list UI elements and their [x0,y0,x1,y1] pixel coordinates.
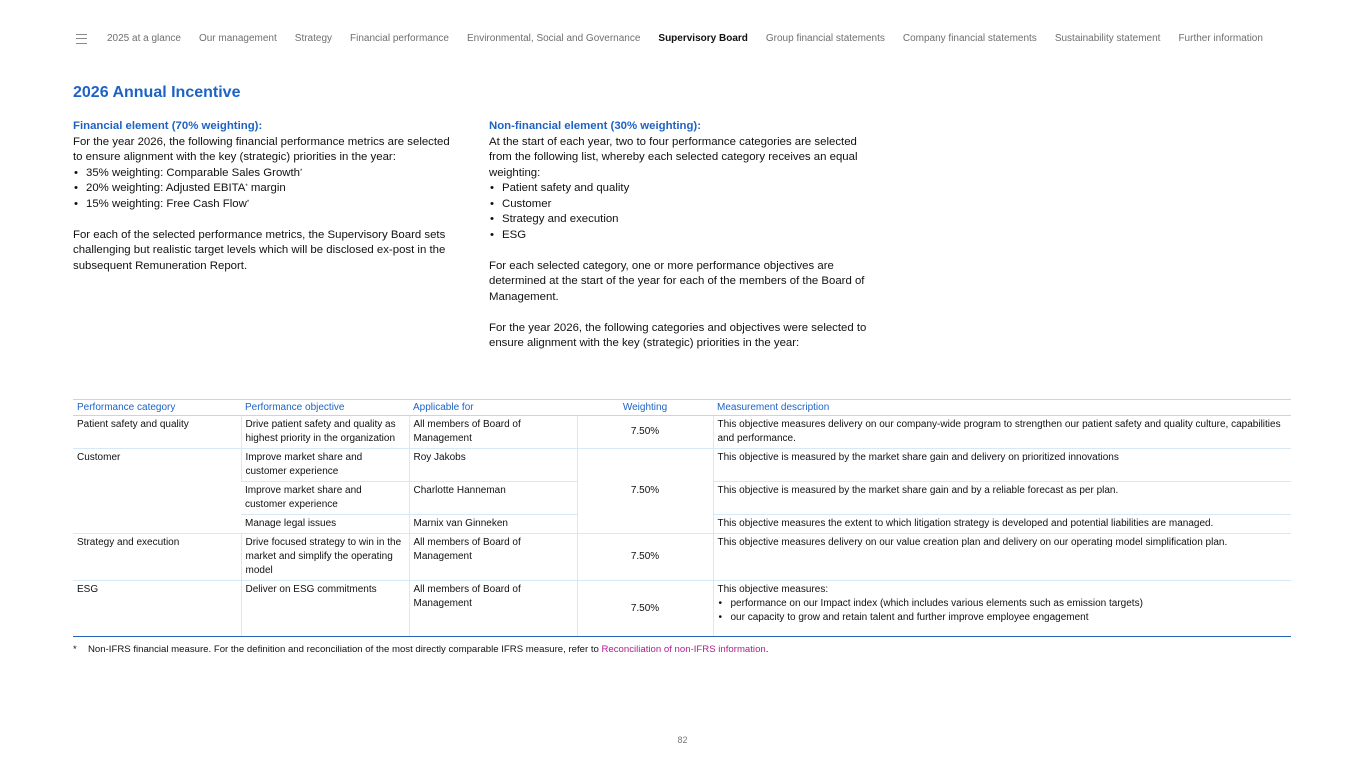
cell-applicable: Roy Jakobs [409,449,577,482]
nav-item-financial-performance[interactable]: Financial performance [350,32,449,44]
cell-objective: Drive focused strategy to win in the market and simplify the operating model [241,534,409,581]
cell-objective: Drive patient safety and quality as highest priority in the organization [241,416,409,449]
page-number: 82 [677,735,688,745]
footnote-marker: * [73,644,77,655]
cell-category: Strategy and execution [73,534,241,581]
nav-item-sustainability-statement[interactable]: Sustainability statement [1054,32,1161,44]
cell-applicable: All members of Board of Management [409,581,577,637]
cell-weighting: 7.50% [577,416,713,449]
cell-applicable: All members of Board of Management [409,416,577,449]
cell-category: Patient safety and quality [73,416,241,449]
nav-item-supervisory-board[interactable]: Supervisory Board [658,32,748,44]
non-financial-paragraph-2: For each selected category, one or more performance objectives are determined at the start of the year for each of the members of the Board of Management. [489,259,865,303]
cell-description: This objective measures the extent to which litigation strategy is developed and potential liabilities are managed. [713,515,1291,534]
performance-objectives-table [73,399,1291,637]
reconciliation-link[interactable]: Reconciliation of non-IFRS information [601,644,766,655]
nav-item-esg[interactable]: Environmental, Social and Governance [466,32,641,44]
cell-category: Customer [73,449,241,534]
table-row [73,581,1291,637]
page-title: 2026 Annual Incentive [73,84,241,101]
financial-element-closing: For each of the selected performance metrics, the Supervisory Board sets challenging but realistic target levels which will be disclosed ex-post in the subsequent Remuneration Report. [73,228,446,272]
financial-metric-item: • 20% weighting: Adjusted EBITA* margin [73,181,453,197]
financial-element-intro: For the year 2026, the following financial performance metrics are selected to ensure alignment with the key (strategic) priorities in the year: [73,135,450,163]
description-point: • performance on our Impact index (which includes various elements such as emission targets) [718,597,1288,611]
table-row [73,449,1291,482]
table-row [73,534,1291,581]
nav-item-further-information[interactable]: Further information [1178,32,1263,44]
cell-description: This objective measures delivery on our value creation plan and delivery on our operating model simplification plan. [713,534,1291,581]
header-applicable-for: Applicable for [409,400,577,416]
cell-applicable: Charlotte Hanneman [409,482,577,515]
description-point: • our capacity to grow and retain talent and further improve employee engagement [718,611,1288,625]
table-header-row [73,400,1291,416]
cell-objective: Manage legal issues [241,515,409,534]
table-row [73,416,1291,449]
cell-description: This objective is measured by the market share gain and by a reliable forecast as per plan. [713,482,1291,515]
footnote: * Non-IFRS financial measure. For the definition and reconciliation of the most directly comparable IFRS measure, refer to Reconciliation of non-IFRS information. [73,644,769,655]
nav-item-strategy[interactable]: Strategy [294,32,333,44]
cell-applicable: Marnix van Ginneken [409,515,577,534]
header-performance-category: Performance category [73,400,241,416]
description-points [718,597,1288,625]
header-weighting: Weighting [577,400,713,416]
cell-description: This objective is measured by the market share gain and delivery on prioritized innovations [713,449,1291,482]
cell-category: ESG [73,581,241,637]
cell-weighting: 7.50% [577,449,713,534]
header-measurement-description: Measurement description [713,400,1291,416]
cell-description [713,581,1291,637]
category-item: • ESG [489,228,869,244]
cell-weighting: 7.50% [577,534,713,581]
category-item: • Patient safety and quality [489,181,869,197]
performance-categories-list [489,181,869,243]
category-item: • Strategy and execution [489,212,869,228]
hamburger-menu-icon[interactable] [76,34,87,44]
financial-metrics-list [73,166,453,213]
non-financial-element-heading: Non-financial element (30% weighting): [489,120,702,132]
non-financial-paragraph-3: For the year 2026, the following categories and objectives were selected to ensure alignment with the key (strategic) priorities in the year: [489,321,867,349]
top-navigation [76,30,1289,46]
nav-item-our-management[interactable]: Our management [198,32,277,44]
nav-item-group-financial-statements[interactable]: Group financial statements [765,32,885,44]
nav-item-at-a-glance[interactable]: 2025 at a glance [107,32,181,44]
category-item: • Customer [489,197,869,213]
cell-objective: Improve market share and customer experience [241,482,409,515]
cell-weighting: 7.50% [577,581,713,637]
cell-objective: Improve market share and customer experience [241,449,409,482]
non-financial-element-section [489,119,869,352]
header-performance-objective: Performance objective [241,400,409,416]
cell-applicable: All members of Board of Management [409,534,577,581]
description-intro: This objective measures: [717,584,829,595]
non-financial-element-intro: At the start of each year, two to four performance categories are selected from the following list, whereby each selected category receives an equal weighting: [489,135,858,179]
nav-list [107,33,1263,44]
cell-description: This objective measures delivery on our company-wide program to strengthen our patient safety and quality culture, capabilities and performance. [713,416,1291,449]
footnote-text: Non-IFRS financial measure. For the definition and reconciliation of the most directly comparable IFRS measure, refer to [88,644,602,655]
financial-element-section [73,119,453,274]
nav-item-company-financial-statements[interactable]: Company financial statements [902,32,1037,44]
cell-objective: Deliver on ESG commitments [241,581,409,637]
financial-element-heading: Financial element (70% weighting): [73,120,263,132]
financial-metric-item: • 35% weighting: Comparable Sales Growth* [73,166,453,182]
financial-metric-item: • 15% weighting: Free Cash Flow* [73,197,453,213]
